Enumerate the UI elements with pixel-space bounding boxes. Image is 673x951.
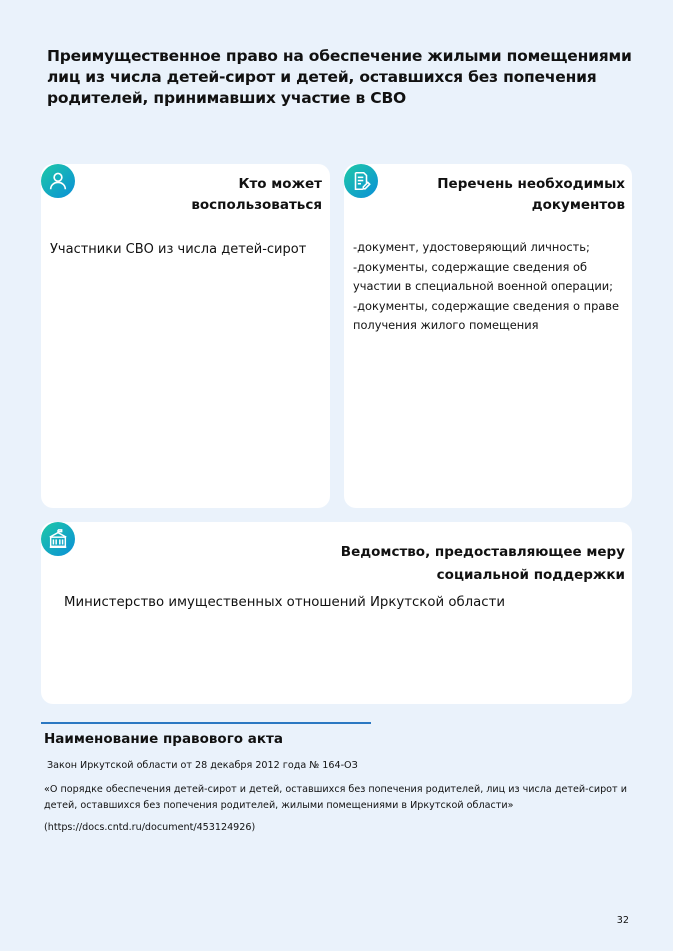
list-item: -документы, содержащие сведения о праве получения жилого помещения (353, 298, 620, 332)
legal-act-quote: «О порядке обеспечения детей-сирот и детей, оставшихся без попечения родителей, лиц из числа детей-сирот и детей, оставшихся без попечения родителей, жилыми помещениями в Иркутской области» (44, 784, 627, 811)
document-edit-icon (344, 164, 378, 198)
legal-act-heading: Наименование правового акта (44, 731, 283, 747)
section-divider (41, 722, 371, 724)
person-icon (41, 164, 75, 198)
who-card-body: Участники СВО из числа детей-сирот (50, 242, 307, 257)
page-title: Преимущественное право на обеспечение жилыми помещениями лиц из числа детей-сирот и детей, оставшихся без попечения родителей, принимавших участие в СВО (47, 47, 632, 107)
agency-card-body: Министерство имущественных отношений Иркутской области (64, 595, 506, 610)
documents-list (353, 238, 628, 336)
agency-card-heading: Ведомство, предоставляющее меру социальной поддержки (340, 544, 625, 583)
government-building-icon (41, 522, 75, 556)
list-item: -документы, содержащие сведения об участии в специальной военной операции; (353, 259, 614, 293)
list-item: -документ, удостоверяющий личность; (353, 240, 590, 254)
documents-card-heading: Перечень необходимых документов (437, 176, 625, 213)
legal-act-url[interactable]: (https://docs.cntd.ru/document/453124926) (44, 822, 256, 833)
legal-act-law: Закон Иркутской области от 28 декабря 2012 года № 164-ОЗ (47, 760, 358, 771)
who-card-heading: Кто может воспользоваться (191, 176, 322, 213)
page-number: 32 (616, 915, 629, 926)
